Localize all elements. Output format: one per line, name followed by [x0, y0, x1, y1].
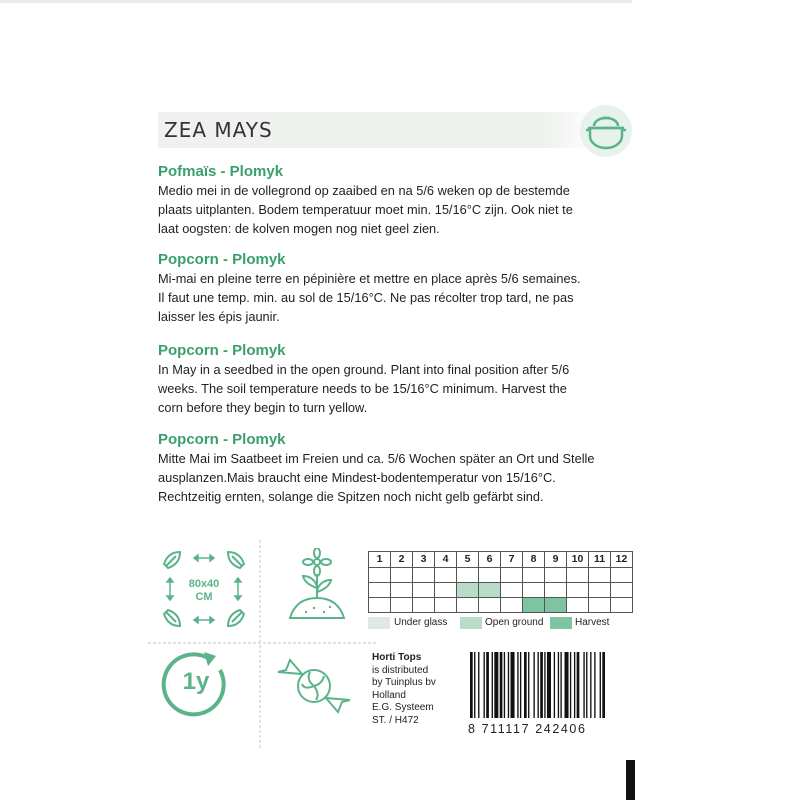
section-line: laisser les épis jaunir. — [158, 309, 280, 324]
month-header: 9 — [545, 552, 567, 568]
calendar-cell — [589, 598, 611, 613]
barcode-bar — [570, 652, 571, 718]
calendar-cell — [501, 598, 523, 613]
section-heading: Popcorn - Plomyk — [158, 431, 286, 448]
legend-swatch-under-glass — [368, 617, 390, 629]
barcode-bar — [494, 652, 498, 718]
calendar-cell — [501, 583, 523, 598]
section-line: In May in a seedbed in the open ground. Plant into final position after 5/6 — [158, 362, 570, 377]
calendar-cell — [567, 598, 589, 613]
section-line: Rechtzeitig ernten, solange die Spitzen noch nicht gelb gefärbt sind. — [158, 489, 544, 504]
barcode-bar — [524, 652, 527, 718]
distributor-line: by Tuinplus bv — [372, 677, 436, 689]
species-title: ZEA MAYS — [164, 118, 273, 142]
calendar-cell — [545, 583, 567, 598]
calendar-cell — [589, 568, 611, 583]
barcode-bar — [511, 652, 515, 718]
brand-name: Horti Tops — [372, 652, 422, 663]
candy-icon — [274, 650, 354, 722]
barcode-bar — [478, 652, 479, 718]
barcode-bar — [486, 652, 489, 718]
spacing-icon — [158, 548, 250, 630]
section-french — [158, 250, 648, 326]
month-header: 4 — [435, 552, 457, 568]
barcode-bar — [500, 652, 503, 718]
section-line: Medio mei in de vollegrond op zaaibed en na 5/6 weken op de bestemde — [158, 183, 570, 198]
distributor-line: E.G. Systeem — [372, 702, 434, 714]
calendar-cell — [611, 568, 633, 583]
distributor-info — [372, 652, 436, 728]
section-heading: Popcorn - Plomyk — [158, 342, 286, 359]
barcode-bar — [533, 652, 534, 718]
section-english — [158, 341, 648, 417]
calendar-cell — [413, 568, 435, 583]
barcode-bar — [554, 652, 555, 718]
barcode-bar — [574, 652, 575, 718]
calendar-cell — [435, 598, 457, 613]
barcode-bar — [492, 652, 493, 718]
calendar-cell — [413, 598, 435, 613]
month-header: 5 — [457, 552, 479, 568]
calendar-cell — [457, 598, 479, 613]
section-line: laat oogsten: de kolven mogen nog niet geel zien. — [158, 221, 440, 236]
month-header: 3 — [413, 552, 435, 568]
section-heading: Popcorn - Plomyk — [158, 251, 286, 268]
barcode-bar — [484, 652, 485, 718]
legend-label: Under glass — [394, 617, 448, 628]
spacing-unit: CM — [195, 591, 213, 603]
calendar-cell — [369, 568, 391, 583]
month-header: 10 — [567, 552, 589, 568]
section-dutch — [158, 162, 648, 238]
barcode-bar — [520, 652, 521, 718]
top-divider — [0, 0, 632, 3]
barcode-bar — [583, 652, 584, 718]
month-header: 6 — [479, 552, 501, 568]
barcode-bar — [538, 652, 539, 718]
calendar-cell — [611, 583, 633, 598]
annual-cycle-icon — [160, 648, 232, 720]
section-line: Mi-mai en pleine terre en pépinière et mettre en place après 5/6 semaines. — [158, 271, 581, 286]
barcode-bar — [474, 652, 475, 718]
title-banner — [158, 112, 598, 148]
calendar-cell — [501, 568, 523, 583]
section-line: Il faut une temp. min. au sol de 15/16°C. Ne pas récolter trop tard, ne pas — [158, 290, 574, 305]
section-line: plaats uitplanten. Bodem temperatuur moet min. 15/16°C zijn. Ook niet te — [158, 202, 573, 217]
barcode-bar — [560, 652, 561, 718]
calendar-cell — [545, 598, 567, 613]
calendar-legend — [368, 617, 640, 630]
calendar-cell — [435, 568, 457, 583]
calendar-cell — [567, 583, 589, 598]
calendar-cell — [369, 598, 391, 613]
calendar-cell — [391, 568, 413, 583]
cooking-pot-icon — [576, 104, 636, 158]
barcode-bar — [470, 652, 473, 718]
calendar-cell — [523, 598, 545, 613]
calendar-cell — [545, 568, 567, 583]
legend-swatch-harvest — [550, 617, 572, 629]
barcode-bar — [602, 652, 605, 718]
barcode-number: 8 711117 242406 — [468, 722, 587, 736]
distributor-line: ST. / H472 — [372, 714, 419, 726]
lifecycle-label: 1y — [182, 668, 210, 695]
month-header: 7 — [501, 552, 523, 568]
calendar-cell — [567, 568, 589, 583]
section-line: Mitte Mai im Saatbeet im Freien und ca. 5/6 Wochen später an Ort und Stelle — [158, 451, 595, 466]
calendar-cell — [523, 568, 545, 583]
section-heading: Pofmaïs - Plomyk — [158, 163, 284, 180]
section-line: weeks. The soil temperature needs to be 15/16°C minimum. Harvest the — [158, 381, 567, 396]
calendar-cell — [457, 583, 479, 598]
barcode-bar — [565, 652, 569, 718]
barcode-bar — [558, 652, 559, 718]
barcode-bar — [544, 652, 545, 718]
month-header: 8 — [523, 552, 545, 568]
barcode-bar — [547, 652, 551, 718]
month-header: 1 — [369, 552, 391, 568]
legend-label: Harvest — [575, 617, 610, 628]
barcode-bar — [600, 652, 601, 718]
barcode — [466, 652, 638, 732]
calendar-cell — [435, 583, 457, 598]
barcode-bar — [504, 652, 505, 718]
sowing-calendar — [368, 551, 633, 613]
month-header: 2 — [391, 552, 413, 568]
calendar-cell — [589, 583, 611, 598]
calendar-cell — [457, 568, 479, 583]
black-marker — [626, 760, 635, 800]
distributor-line: Holland — [372, 689, 406, 701]
calendar-cell — [611, 598, 633, 613]
month-header: 12 — [611, 552, 633, 568]
calendar-cell — [479, 598, 501, 613]
spacing-value: 80x40 — [188, 578, 220, 590]
section-line: corn before they begin to turn yellow. — [158, 400, 368, 415]
calendar-cell — [369, 583, 391, 598]
calendar-cell — [479, 583, 501, 598]
barcode-bar — [586, 652, 587, 718]
calendar-cell — [413, 583, 435, 598]
distributor-line: is distributed — [372, 664, 429, 676]
seedling-planting-icon — [282, 548, 352, 624]
barcode-bar — [517, 652, 518, 718]
calendar-cell — [479, 568, 501, 583]
legend-swatch-open-ground — [460, 617, 482, 629]
barcode-bar — [590, 652, 591, 718]
calendar-cell — [523, 583, 545, 598]
calendar-cell — [391, 598, 413, 613]
section-line: ausplanzen.Mais braucht eine Mindest-bodentemperatur von 15/16°C. — [158, 470, 556, 485]
legend-label: Open ground — [485, 617, 544, 628]
month-header: 11 — [589, 552, 611, 568]
barcode-bar — [508, 652, 509, 718]
barcode-bar — [528, 652, 529, 718]
barcode-bar — [594, 652, 595, 718]
barcode-bar — [540, 652, 543, 718]
barcode-bar — [577, 652, 580, 718]
calendar-cell — [391, 583, 413, 598]
section-german — [158, 430, 648, 506]
